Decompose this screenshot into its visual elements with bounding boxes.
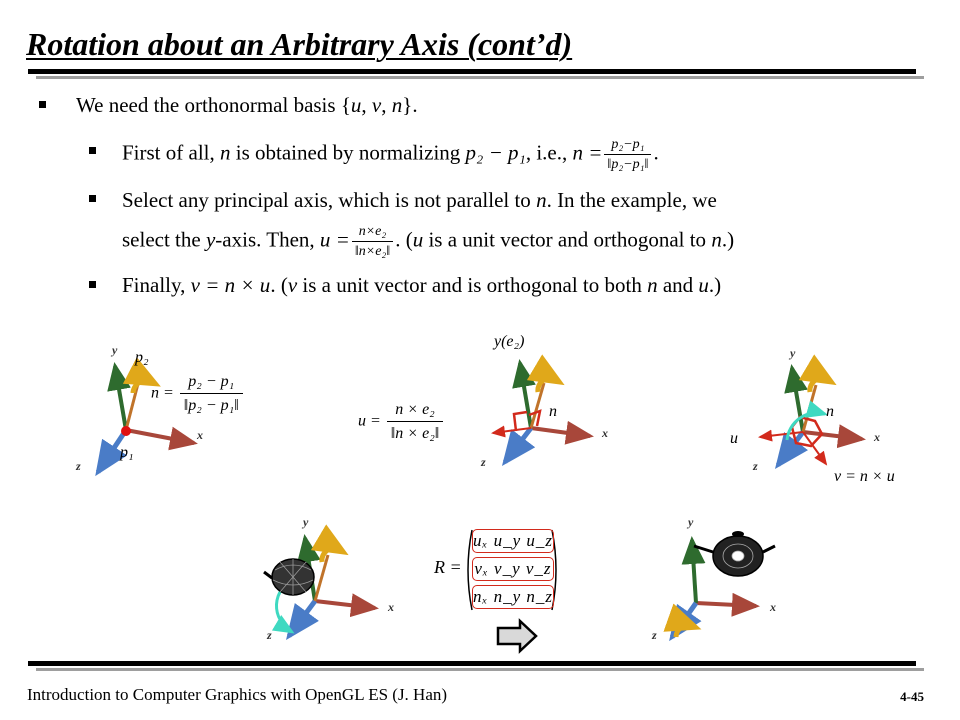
transition-arrow-icon — [498, 621, 536, 651]
axis-label-y: y — [790, 346, 796, 360]
x-axis — [531, 428, 590, 436]
axis-label-x: x — [770, 600, 776, 614]
figure-5-axes — [672, 531, 775, 637]
label-n: n — [826, 403, 834, 420]
rotation-matrix — [472, 529, 554, 613]
x-axis — [696, 603, 756, 606]
axis-label-y: y — [303, 515, 309, 529]
z-axis — [505, 428, 531, 462]
axis-label-x: x — [388, 600, 394, 614]
figure-3-axes — [760, 368, 862, 465]
label-u: u — [730, 430, 738, 447]
axis-label-z: z — [267, 628, 272, 642]
footer-rule — [28, 661, 916, 666]
bullet-2: First of all, n is obtained by normalizing p₂ − p₁, i.e., n = $\frac{\text{p₂−p₁}}{\text{‖p₂−p₁‖}}$ . — [122, 137, 659, 172]
axis-label-z: z — [76, 459, 81, 473]
z-axis — [289, 601, 315, 636]
normalize-fraction: $\frac{\text{p₂−p₁}}{\text{‖p₂−p₁‖}}$ — [604, 136, 651, 173]
axis-label-y: y — [112, 343, 118, 357]
axis-label-y: y — [688, 515, 694, 529]
label-v: v = n × u — [834, 468, 895, 485]
teapot-wireframe-icon — [264, 559, 314, 595]
axis-label-x: x — [602, 426, 608, 440]
rotation-arrow — [810, 378, 828, 392]
slide-title: Rotation about an Arbitrary Axis (cont’d) — [26, 26, 573, 62]
axis-label-z: z — [753, 459, 758, 473]
footer-rule-shadow — [36, 668, 924, 671]
label-n: n — [549, 403, 557, 420]
bullet-3-line-2: select the y-axis. Then, u = $\frac{\text{n×e₂}}{\text{‖n×e₂‖}}$ . (u is a unit vector and orthogonal to n.) — [122, 224, 735, 259]
matrix-row-u: uₓ u_y u_z — [472, 529, 554, 553]
teapot-wireframe-icon — [694, 531, 775, 576]
figure1-equation: n = $\frac{\text{p₂ − p₁}}{\text{‖p₂ − p₁‖}}$ — [151, 372, 243, 416]
bullet-4: Finally, v = n × u. (v is a unit vector and is orthogonal to both n and u.) — [122, 273, 722, 297]
v-vector — [803, 432, 826, 464]
z-axis — [778, 432, 803, 465]
rotation-arrow — [676, 625, 692, 637]
cross-fraction: $\frac{\text{n×e₂}}{\text{‖n×e₂‖}}$ — [352, 223, 393, 260]
y-axis — [520, 363, 531, 428]
figure-2-axes — [493, 363, 590, 462]
x-axis — [803, 432, 862, 439]
figure-4-axes — [264, 538, 375, 636]
figure2-equation: u = $\frac{\text{n × e₂}}{\text{‖n × e₂‖}}$ — [358, 400, 443, 444]
label-p1: p₁ — [120, 444, 134, 461]
x-axis — [126, 430, 194, 443]
axis-label-x: x — [197, 428, 203, 442]
y-axis — [692, 540, 696, 603]
point-p1 — [121, 426, 131, 436]
axis-label-x: x — [874, 430, 880, 444]
axis-label-z: z — [652, 628, 657, 642]
rotation-arrow — [322, 548, 340, 562]
axis-label-z: z — [481, 455, 486, 469]
matrix-row-v: vₓ v_y v_z — [472, 557, 554, 581]
page-number: 4-45 — [900, 689, 924, 704]
u-vector — [760, 432, 803, 437]
x-axis — [315, 601, 375, 608]
matrix-lhs: R = — [434, 557, 462, 577]
bullet-1: We need the orthonormal basis {u, v, n}. — [76, 93, 418, 117]
bullet-3-line-1: Select any principal axis, which is not parallel to n. In the example, we — [122, 188, 717, 212]
label-y-e2: y(e₂) — [494, 333, 525, 350]
y-axis — [115, 366, 126, 430]
label-p2: p₂ — [135, 349, 149, 366]
matrix-row-n: nₓ n_y n_z — [472, 585, 554, 609]
footer-course-title: Introduction to Computer Graphics with OpenGL ES (J. Han) — [27, 685, 448, 704]
